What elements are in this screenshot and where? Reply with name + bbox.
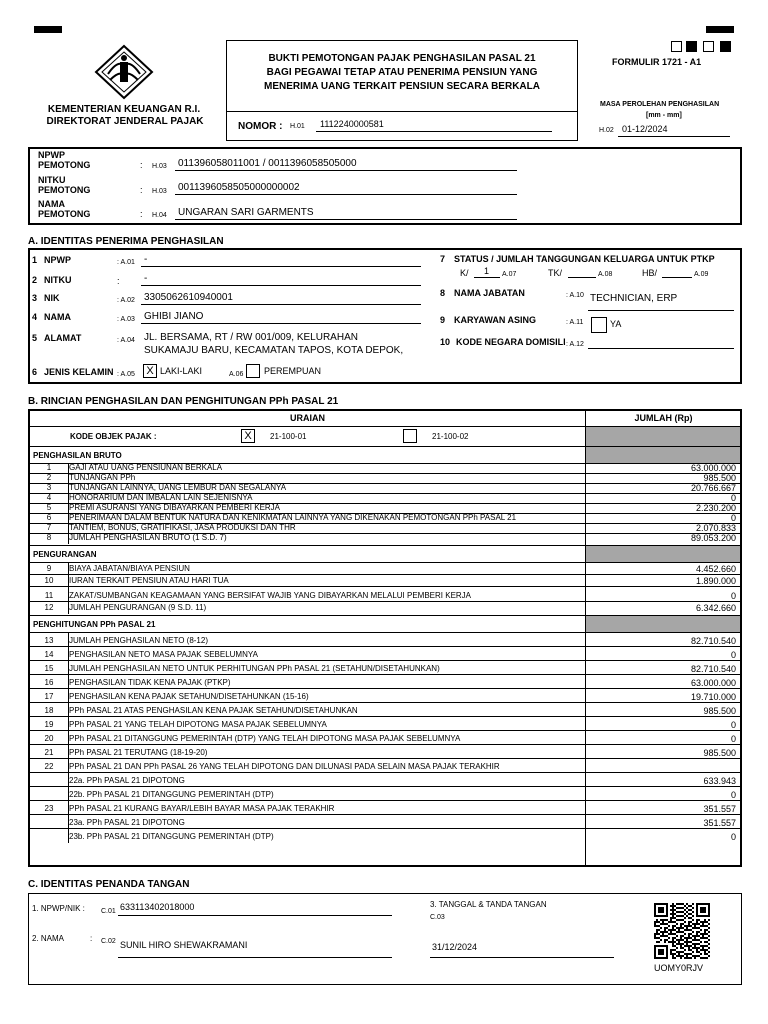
row-amount: 985.500 <box>703 706 736 716</box>
section-a-box <box>28 248 742 384</box>
a2-colon: : <box>117 276 120 286</box>
table-row <box>30 730 740 744</box>
kode-21-100-02-label: 21-100-02 <box>432 432 469 441</box>
row-description: PPh PASAL 21 ATAS PENGHASILAN KENA PAJAK SETAHUN/DISETAHUNKAN <box>69 706 358 715</box>
row-description: PENGHASILAN KENA PAJAK SETAHUN/DISETAHUNKAN (15-16) <box>69 692 309 701</box>
row-number: 20 <box>44 734 54 743</box>
row-amount: 82.710.540 <box>690 664 736 674</box>
ptkp-tk-underline <box>568 277 596 278</box>
row-amount: 2.070.833 <box>695 523 736 533</box>
kode-21-100-02-checkbox[interactable] <box>403 429 417 443</box>
table-row <box>30 601 740 613</box>
row-amount: 0 <box>730 493 736 503</box>
row-description: PENERIMAAN DALAM BENTUK NATURA DAN KENIKMATAN LAINNYA YANG DIKENAKAN PEMOTONGAN PPh PASAL 21 <box>69 513 517 522</box>
signer-nama-value: SUNIL HIRO SHEWAKRAMANI <box>120 940 248 950</box>
gender-female-code: A.06 <box>229 371 244 378</box>
table-row <box>30 828 740 842</box>
ptkp-hb-underline <box>662 277 692 278</box>
row-description: 23a. PPh PASAL 21 DIPOTONG <box>69 818 185 827</box>
table-row <box>30 463 740 473</box>
npwp-pemotong-label: NPWP PEMOTONG <box>38 150 91 170</box>
kode-21-100-01-label: 21-100-01 <box>270 432 307 441</box>
nomor-divider <box>226 111 578 112</box>
row-description: PPh PASAL 21 DAN PPh PASAL 26 YANG TELAH DIPOTONG DAN DILUNASI PADA SELAIN MASA PAJAK TERAKHIR <box>69 762 500 771</box>
row-number: 22 <box>44 762 54 771</box>
ttd-code: C.03 <box>430 914 445 921</box>
a3-value: 3305062610940001 <box>144 292 233 303</box>
row-description: 22a. PPh PASAL 21 DIPOTONG <box>69 776 185 785</box>
table-row <box>30 473 740 483</box>
row-number: 12 <box>44 603 54 612</box>
section-a-title: A. IDENTITAS PENERIMA PENGHASILAN <box>28 236 224 247</box>
a4-underline <box>141 323 421 324</box>
row-amount: 351.557 <box>703 804 736 814</box>
masa-underline <box>618 136 730 137</box>
gender-female-checkbox[interactable] <box>246 364 260 378</box>
ptkp-hb-label: HB/ <box>642 268 658 278</box>
row-amount: 0 <box>730 720 736 730</box>
penghitungan-section-header-label: PENGHITUNGAN PPh PASAL 21 <box>33 620 156 629</box>
table-row <box>30 523 740 533</box>
row-number: 3 <box>46 483 52 492</box>
ptkp-k-value: 1 <box>484 266 490 276</box>
row-number: 21 <box>44 748 54 757</box>
directorate-name: DIREKTORAT JENDERAL PAJAK <box>46 116 204 127</box>
ministry-name: KEMENTERIAN KEUANGAN R.I. <box>47 104 201 115</box>
npwp-pemotong-underline <box>175 170 517 171</box>
kode-row <box>30 426 740 446</box>
nitku-pemotong-code: H.03 <box>152 188 167 195</box>
npwp-pemotong-colon: : <box>140 160 143 170</box>
row-number: 10 <box>44 576 54 585</box>
table-row <box>30 646 740 660</box>
row-amount: 1.890.000 <box>695 576 736 586</box>
table-row <box>30 574 740 586</box>
a8-code: : A.10 <box>566 292 584 299</box>
row-description: PPh PASAL 21 KURANG BAYAR/LEBIH BAYAR MASA PAJAK TERAKHIR <box>69 804 335 813</box>
table-row <box>30 586 740 601</box>
table-row <box>30 688 740 702</box>
nitku-pemotong-colon: : <box>140 185 143 195</box>
row-description: JUMLAH PENGHASILAN NETO UNTUK PERHITUNGAN PPh PASAL 21 (SETAHUN/DISETAHUNKAN) <box>69 664 440 673</box>
row-description: IURAN TERKAIT PENSIUN ATAU HARI TUA <box>69 576 229 585</box>
form-title-line1: BUKTI PEMOTONGAN PAJAK PENGHASILAN PASAL 21 <box>268 53 536 64</box>
table-row <box>30 503 740 513</box>
signer-nama-underline <box>118 957 392 958</box>
row-description: ZAKAT/SUMBANGAN KEAGAMAAN YANG BERSIFAT WAJIB YANG DIBAYARKAN MELALUI PEMBERI KERJA <box>69 591 472 600</box>
row-number: 4 <box>46 493 52 502</box>
table-row <box>30 702 740 716</box>
row-amount: 20.766.667 <box>690 483 736 493</box>
row-description: JUMLAH PENGURANGAN (9 S.D. 11) <box>69 603 207 612</box>
row-amount: 63.000.000 <box>690 678 736 688</box>
table-row <box>30 660 740 674</box>
row-description: PENGHASILAN NETO MASA PAJAK SEBELUMNYA <box>69 650 258 659</box>
row-amount: 985.500 <box>703 748 736 758</box>
row-amount: 63.000.000 <box>690 463 736 473</box>
table-row <box>30 758 740 772</box>
row-number: 6 <box>46 513 52 522</box>
form-name: FORMULIR 1721 - A1 <box>612 57 702 67</box>
ptkp-k-underline <box>474 277 500 278</box>
row-amount: 89.053.200 <box>690 533 736 543</box>
row-number: 18 <box>44 706 54 715</box>
row-description: TUNJANGAN PPh <box>69 473 136 482</box>
row-description: GAJI ATAU UANG PENSIUNAN BERKALA <box>69 463 223 472</box>
pengurangan-section-header-grey-cell <box>586 546 740 562</box>
ptkp-tk-label: TK/ <box>548 268 563 278</box>
a10-code: : A.12 <box>566 341 584 348</box>
row-amount: 4.452.660 <box>695 564 736 574</box>
nama-pemotong-label: NAMA PEMOTONG <box>38 199 91 219</box>
a5-value-line1: JL. BERSAMA, RT / RW 001/009, KELURAHAN <box>144 332 358 343</box>
row-amount: 82.710.540 <box>690 636 736 646</box>
section-b-title: B. RINCIAN PENGHASILAN DAN PENGHITUNGAN PPh PASAL 21 <box>28 396 339 407</box>
row-description: 23b. PPh PASAL 21 DITANGGUNG PEMERINTAH (DTP) <box>69 832 274 841</box>
row-description: PREMI ASURANSI YANG DIBAYARKAN PEMBERI KERJA <box>69 503 281 512</box>
a8-underline <box>588 310 734 311</box>
row-description: TANTIEM, BONUS, GRATIFIKASI, JASA PRODUKSI DAN THR <box>69 523 296 532</box>
nitku-pemotong-value: 0011396058505000000002 <box>178 182 300 193</box>
row-amount: 0 <box>730 650 736 660</box>
a4-code: : A.03 <box>117 316 135 323</box>
table-row <box>30 632 740 646</box>
verify-code: UOMY0RJV <box>654 963 704 973</box>
masa-value: 01-12/2024 <box>622 124 668 134</box>
row-amount: 6.342.660 <box>695 603 736 613</box>
masa-label: MASA PEROLEHAN PENGHASILAN <box>600 101 720 108</box>
table-row <box>30 744 740 758</box>
pengurangan-section-header <box>30 545 740 562</box>
row-number: 23 <box>44 804 54 813</box>
signer-npwp-label: 1. NPWP/NIK : <box>32 904 85 913</box>
row-number: 8 <box>46 533 52 542</box>
a3-underline <box>141 304 421 305</box>
a3-code: : A.02 <box>117 297 135 304</box>
table-row <box>30 493 740 503</box>
row-amount: 0 <box>730 790 736 800</box>
nama-pemotong-code: H.04 <box>152 212 167 219</box>
form-title-line2: BAGI PEGAWAI TETAP ATAU PENERIMA PENSIUN YANG <box>266 67 538 78</box>
corner-mark-left <box>34 26 62 33</box>
nitku-pemotong-underline <box>175 194 517 195</box>
row-amount: 2.230.200 <box>695 503 736 513</box>
table-row <box>30 562 740 574</box>
karyawan-asing-ya: YA <box>610 319 622 329</box>
bruto-section-header <box>30 446 740 463</box>
row-amount: 0 <box>730 513 736 523</box>
form-title-line3: MENERIMA UANG TERKAIT PENSIUN SECARA BERKALA <box>264 81 540 92</box>
gender-male-label: LAKI-LAKI <box>160 366 203 376</box>
nama-pemotong-value: UNGARAN SARI GARMENTS <box>178 207 314 218</box>
npwp-pemotong-code: H.03 <box>152 163 167 170</box>
a8-value: TECHNICIAN, ERP <box>590 293 678 304</box>
row-number: 16 <box>44 678 54 687</box>
row-amount: 19.710.000 <box>690 692 736 702</box>
signer-nama-label: 2. NAMA <box>32 934 65 943</box>
penghitungan-section-header-grey-cell <box>586 616 740 632</box>
nomor-underline <box>316 131 552 132</box>
row-number: 17 <box>44 692 54 701</box>
karyawan-asing-checkbox[interactable] <box>591 317 607 333</box>
ptkp-hb-code: A.09 <box>694 271 709 278</box>
row-number: 1 <box>46 463 52 472</box>
row-description: HONORARIUM DAN IMBALAN LAIN SEJENISNYA <box>69 493 253 502</box>
npwp-pemotong-value: 011396058011001 / 0011396058505000 <box>178 158 357 169</box>
table-row <box>30 513 740 523</box>
ptkp-k-code: A.07 <box>502 271 517 278</box>
table-row <box>30 772 740 786</box>
row-amount: 0 <box>730 832 736 842</box>
row-description: PPh PASAL 21 YANG TELAH DIPOTONG MASA PAJAK SEBELUMNYA <box>69 720 327 729</box>
row-number: 2 <box>46 473 52 482</box>
row-number: 14 <box>44 650 54 659</box>
row-amount: 633.943 <box>703 776 736 786</box>
ptkp-tk-code: A.08 <box>598 271 613 278</box>
table-row <box>30 716 740 730</box>
table-row <box>30 533 740 543</box>
row-number: 13 <box>44 636 54 645</box>
pengurangan-section-header-label: PENGURANGAN <box>33 550 97 559</box>
row-amount: 985.500 <box>703 473 736 483</box>
row-description: TUNJANGAN LAINNYA, UANG LEMBUR DAN SEGALANYA <box>69 483 287 492</box>
ttd-underline <box>430 957 614 958</box>
row-description: 22b. PPh PASAL 21 DITANGGUNG PEMERINTAH (DTP) <box>69 790 274 799</box>
masa-format: [mm - mm] <box>646 112 682 119</box>
a4-value: GHIBI JIANO <box>144 311 204 322</box>
ttd-label: 3. TANGGAL & TANDA TANGAN <box>430 900 547 909</box>
corner-mark-right <box>706 26 734 33</box>
nitku-pemotong-label: NITKU PEMOTONG <box>38 175 91 195</box>
table-row <box>30 483 740 493</box>
a1-underline <box>141 266 421 267</box>
ttd-date: 31/12/2024 <box>432 942 478 952</box>
row-number: 11 <box>44 591 54 600</box>
signer-nama-colon: : <box>90 934 93 943</box>
bruto-section-header-grey-cell <box>586 447 740 463</box>
djp-emblem-icon <box>94 44 154 100</box>
table-row <box>30 814 740 828</box>
row-number: 15 <box>44 664 54 673</box>
row-description: PPh PASAL 21 TERUTANG (18-19-20) <box>69 748 208 757</box>
kode-objek-label: KODE OBJEK PAJAK : <box>70 432 157 441</box>
signer-npwp-code: C.01 <box>101 908 116 915</box>
penghitungan-section-header <box>30 615 740 632</box>
row-description: PPh PASAL 21 DITANGGUNG PEMERINTAH (DTP) YANG TELAH DIPOTONG MASA PAJAK SEBELUMNYA <box>69 734 461 743</box>
row-amount: 351.557 <box>703 818 736 828</box>
row-description: JUMLAH PENGHASILAN NETO (8-12) <box>69 636 208 645</box>
row-description: JUMLAH PENGHASILAN BRUTO (1 S.D. 7) <box>69 533 227 542</box>
signer-nama-code: C.02 <box>101 938 116 945</box>
row-number: 9 <box>46 564 52 573</box>
a1-code: : A.01 <box>117 259 135 266</box>
kode-grey-cell <box>586 427 740 446</box>
col-jumlah-header: JUMLAH (Rp) <box>634 413 693 423</box>
col-uraian-header: URAIAN <box>290 413 325 423</box>
a2-underline <box>141 285 421 286</box>
row-amount: 0 <box>730 591 736 601</box>
kode-21-100-01-checkbox[interactable]: X <box>241 429 255 443</box>
a10-underline <box>588 348 734 349</box>
row-number: 5 <box>46 503 52 512</box>
gender-male-checkbox[interactable]: X <box>143 364 157 378</box>
nomor-label: NOMOR : <box>238 121 283 132</box>
gender-female-label: PEREMPUAN <box>264 366 322 376</box>
row-amount: 0 <box>730 734 736 744</box>
row-description: PENGHASILAN TIDAK KENA PAJAK (PTKP) <box>69 678 231 687</box>
nama-pemotong-underline <box>175 219 517 220</box>
bruto-section-header-label: PENGHASILAN BRUTO <box>33 451 122 460</box>
nama-pemotong-colon: : <box>140 209 143 219</box>
table-row <box>30 674 740 688</box>
table-row <box>30 800 740 814</box>
nomor-value: 1112240000581 <box>320 119 384 129</box>
qr-code-icon <box>654 903 710 959</box>
table-row <box>30 786 740 800</box>
row-description: BIAYA JABATAN/BIAYA PENSIUN <box>69 564 190 573</box>
a6-colon: : A.05 <box>117 371 135 378</box>
a9-code: : A.11 <box>566 319 584 326</box>
signer-npwp-underline <box>118 915 392 916</box>
income-table <box>28 409 742 867</box>
row-number: 19 <box>44 720 54 729</box>
pemotong-box <box>28 147 742 225</box>
a1-value: - <box>144 254 148 265</box>
signer-npwp-value: 633113402018000 <box>120 902 195 912</box>
nomor-code: H.01 <box>290 123 305 130</box>
a5-code: : A.04 <box>117 337 135 344</box>
a5-value-line2: SUKAMAJU BARU, KECAMATAN TAPOS, KOTA DEPOK, <box>144 345 404 356</box>
masa-code: H.02 <box>599 127 614 134</box>
ptkp-k-label: K/ <box>460 268 469 278</box>
a2-value: - <box>144 273 148 284</box>
section-c-title: C. IDENTITAS PENANDA TANGAN <box>28 879 190 890</box>
row-number: 7 <box>46 523 52 532</box>
